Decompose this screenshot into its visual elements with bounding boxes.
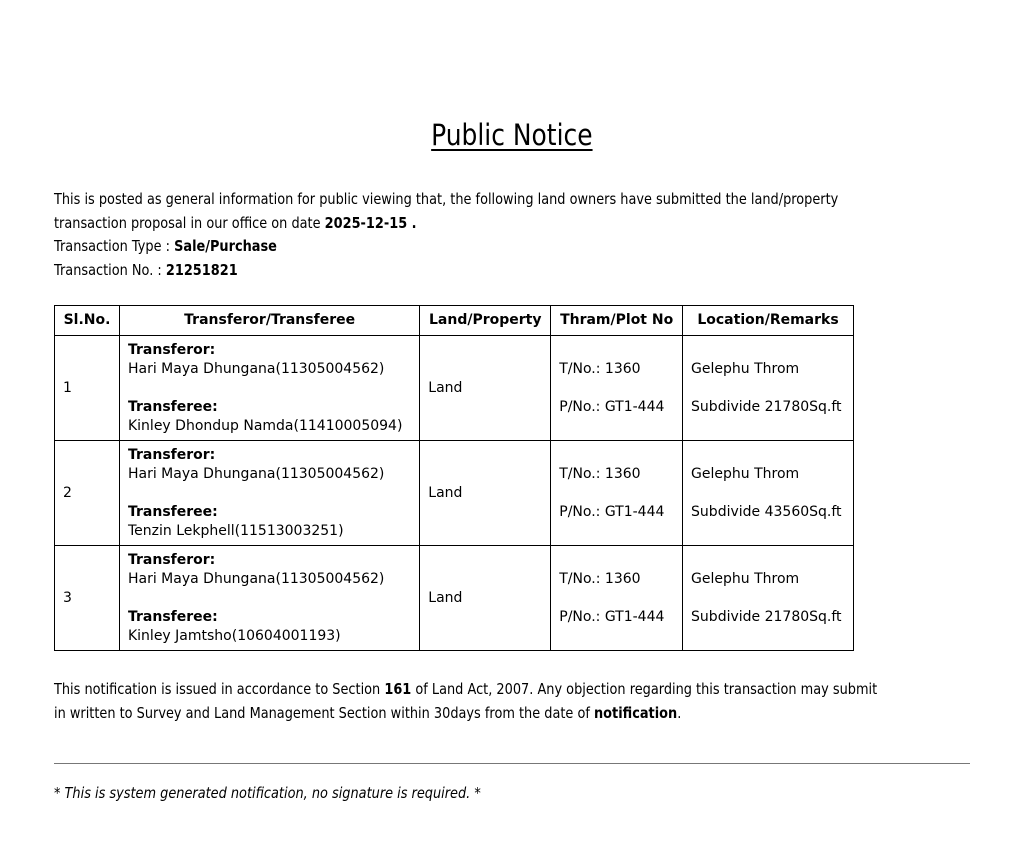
cell-land-property: Land [420, 546, 551, 651]
remarks: Subdivide 21780Sq.ft [691, 608, 842, 625]
cell-sl-no: 1 [55, 336, 120, 441]
cell-location-remarks [683, 441, 854, 546]
notice-text: in written to Survey and Land Management Section within 30days from the date of [54, 704, 594, 722]
cell-thram-plot [551, 546, 683, 651]
location: Gelephu Throm [691, 570, 800, 587]
footer-note: * This is system generated notification, no signature is required. * [54, 784, 481, 802]
notice-text: . [677, 704, 682, 722]
page-title: Public Notice [431, 118, 593, 152]
transferor-name: Hari Maya Dhungana(11305004562) [127, 360, 385, 377]
thram-number: T/No.: 1360 [559, 570, 641, 587]
table-header-row [55, 306, 854, 336]
transferee-name: Tenzin Lekphell(11513003251) [127, 522, 344, 539]
transferor-label: Transferor: [127, 446, 216, 463]
transferor-name: Hari Maya Dhungana(11305004562) [127, 465, 385, 482]
location: Gelephu Throm [691, 360, 800, 377]
plot-number: P/No.: GT1-444 [559, 503, 665, 520]
transferee-label: Transferee: [127, 503, 218, 520]
table-row [55, 441, 854, 546]
divider [54, 763, 970, 764]
thram-number: T/No.: 1360 [559, 360, 641, 377]
cell-thram-plot [551, 336, 683, 441]
plot-number: P/No.: GT1-444 [559, 608, 665, 625]
notice-text: This notification is issued in accordance to Section [54, 680, 385, 698]
cell-parties [119, 546, 419, 651]
plot-number: P/No.: GT1-444 [559, 398, 665, 415]
header-thram-plot: Thram/Plot No [551, 306, 683, 336]
thram-number: T/No.: 1360 [559, 465, 641, 482]
transactions-table [54, 305, 854, 651]
table-row [55, 336, 854, 441]
notice-bold-word: notification [593, 704, 678, 722]
location: Gelephu Throm [691, 465, 800, 482]
transferee-label: Transferee: [127, 398, 218, 415]
remarks: Subdivide 21780Sq.ft [691, 398, 842, 415]
transferor-label: Transferor: [127, 341, 216, 358]
transferee-name: Kinley Dhondup Namda(11410005094) [127, 417, 403, 434]
section-number: 161 [384, 680, 412, 698]
cell-sl-no: 3 [55, 546, 120, 651]
notice-line-2 [54, 701, 783, 725]
cell-land-property: Land [420, 336, 551, 441]
notice-text: of Land Act, 2007. Any objection regarding this transaction may submit [411, 680, 878, 698]
transaction-type-value: Sale/Purchase [174, 237, 277, 255]
transferor-label: Transferor: [127, 551, 216, 568]
intro-text: transaction proposal in our office on date [54, 214, 325, 232]
remarks: Subdivide 43560Sq.ft [691, 503, 842, 520]
intro-line-2 [54, 211, 476, 235]
transaction-type-label: Transaction Type : [54, 237, 175, 255]
cell-thram-plot [551, 441, 683, 546]
transaction-number-label: Transaction No. : [54, 261, 166, 279]
transaction-type [54, 234, 313, 258]
transferee-label: Transferee: [127, 608, 218, 625]
table-row [55, 546, 854, 651]
transferor-name: Hari Maya Dhungana(11305004562) [127, 570, 385, 587]
cell-parties [119, 336, 419, 441]
cell-location-remarks [683, 546, 854, 651]
intro-line-1: This is posted as general information for public viewing that, the following land owners have submitted the land/property [54, 190, 839, 208]
header-land-property: Land/Property [420, 306, 551, 336]
cell-location-remarks [683, 336, 854, 441]
submission-date: 2025-12-15 . [324, 214, 417, 232]
header-location-remarks: Location/Remarks [683, 306, 854, 336]
cell-land-property: Land [420, 441, 551, 546]
header-transferor-transferee: Transferor/Transferee [119, 306, 419, 336]
header-sl-no: Sl.No. [55, 306, 120, 336]
notice-line-1 [54, 677, 1011, 701]
cell-sl-no: 2 [55, 441, 120, 546]
cell-parties [119, 441, 419, 546]
transferee-name: Kinley Jamtsho(10604001193) [127, 627, 341, 644]
transaction-number [54, 258, 268, 282]
transaction-number-value: 21251821 [165, 261, 238, 279]
